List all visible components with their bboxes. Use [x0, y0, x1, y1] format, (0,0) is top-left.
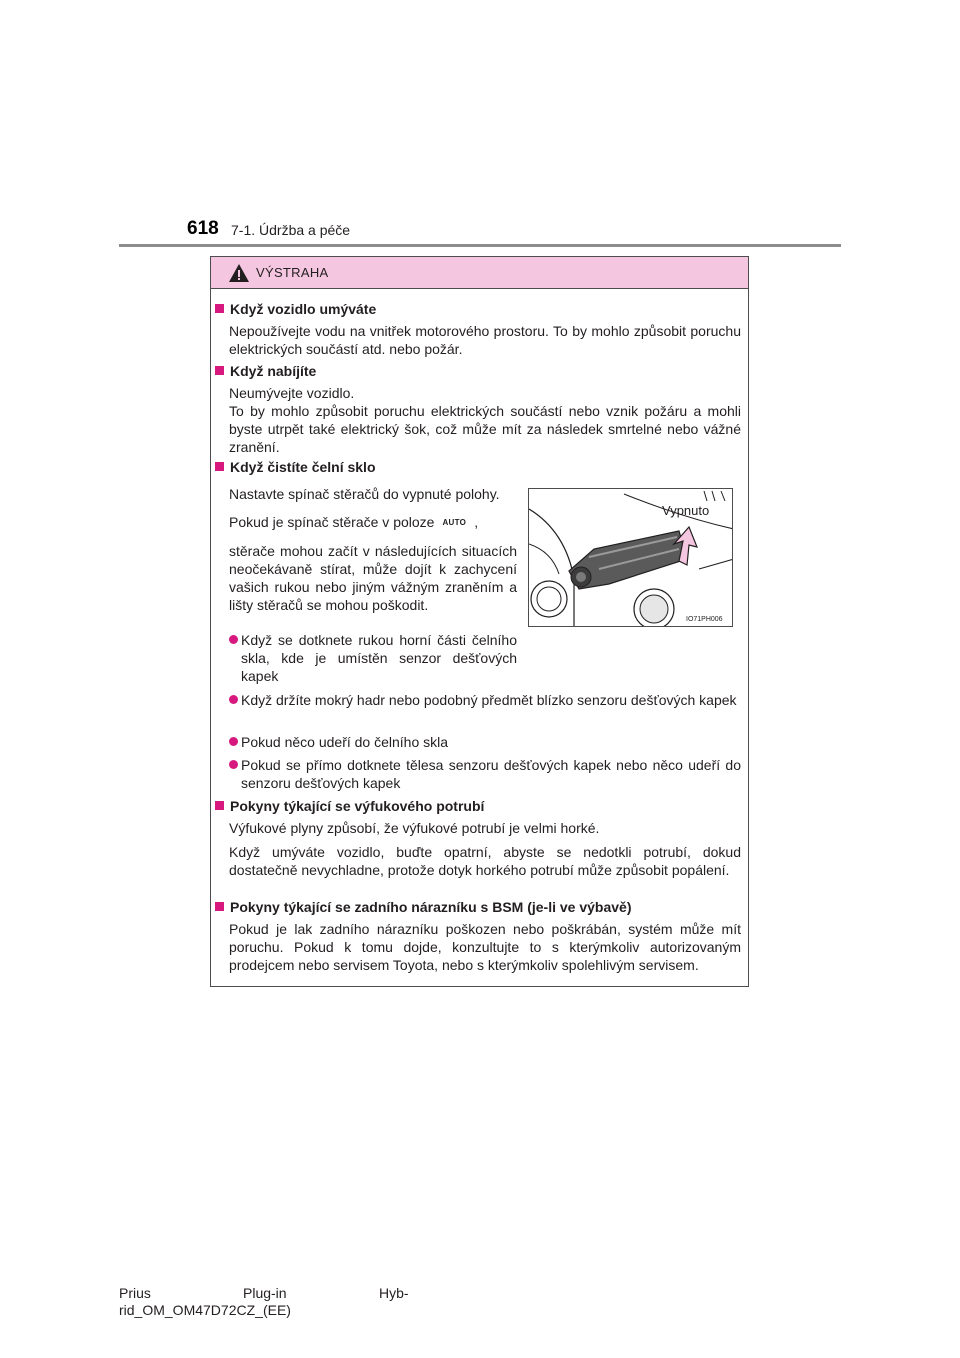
- list-item: Když se dotknete rukou horní části čelního skla, kde je umístěn senzor dešťových kapek: [229, 631, 517, 685]
- bullet-dot-icon: [229, 695, 238, 704]
- warning-header: [211, 257, 748, 289]
- square-bullet-icon: [215, 801, 224, 810]
- bullet-dot-icon: [229, 635, 238, 644]
- square-bullet-icon: [215, 902, 224, 911]
- charging-line1: Neumývejte vozidlo.: [229, 385, 355, 401]
- windshield-text1: Nastavte spínač stěračů do vypnuté polohy.: [229, 486, 500, 502]
- section-heading-exhaust: Pokyny týkající se výfukového potrubí: [215, 798, 484, 814]
- list-item: Když držíte mokrý hadr nebo podobný předmět blízko senzoru dešťových kapek: [229, 691, 741, 709]
- footer-variant: Plug-in: [243, 1285, 287, 1301]
- square-bullet-icon: [215, 366, 224, 375]
- exhaust-text2: Když umýváte vozidlo, buďte opatrní, abyste se nedotkli potrubí, dokud dostatečně nevychladne, protože dotyk horkého potrubí může způsobit popálení.: [229, 844, 741, 878]
- list-item: Pokud se přímo dotknete tělesa senzoru dešťových kapek nebo něco udeří do senzoru dešťových kapek: [229, 756, 741, 792]
- section-heading-washing: Když vozidlo umýváte: [215, 301, 376, 317]
- auto-symbol: AUTO: [442, 518, 467, 527]
- exhaust-text1: Výfukové plyny způsobí, že výfukové potrubí je velmi horké.: [229, 820, 600, 836]
- windshield-text3: stěrače mohou začít v následujících situacích neočekávaně stírat, může dojít k zachycení vašich rukou nebo jiným vážným zraněním a lišty stěračů se mohou poškodit.: [229, 543, 517, 613]
- page-number: 618: [187, 218, 219, 239]
- figure-code: IO71PH006: [686, 616, 723, 623]
- square-bullet-icon: [215, 304, 224, 313]
- section-heading-bumper: Pokyny týkající se zadního nárazníku s BSM (je-li ve výbavě): [215, 899, 631, 915]
- footer-doc-code: rid_OM_OM47D72CZ_(EE): [119, 1302, 291, 1318]
- bullet-dot-icon: [229, 737, 238, 746]
- square-bullet-icon: [215, 462, 224, 471]
- footer: [119, 1285, 439, 1319]
- section-title: 7-1. Údržba a péče: [231, 222, 351, 238]
- warning-title: VÝSTRAHA: [256, 265, 329, 280]
- bumper-text: Pokud je lak zadního nárazníku poškozen nebo poškrábán, systém může mít poruchu. Pokud k tomu dojde, konzultujte to s kterýmkoliv autorizovaným prodejcem nebo servisem Toyota, nebo s kterýmkoliv spolehlivým servisem.: [229, 921, 741, 973]
- warning-box: [210, 256, 749, 987]
- warning-triangle-icon: [228, 263, 250, 283]
- washing-text: Nepoužívejte vodu na vnitřek motorového prostoru. To by mohlo způsobit poruchu elektrických součástí atd. nebo požár.: [229, 323, 741, 357]
- header-divider: [119, 244, 841, 247]
- list-item: Pokud něco udeří do čelního skla: [229, 733, 741, 751]
- charging-text: To by mohlo způsobit poruchu elektrických součástí nebo vznik požáru a mohli byste utrpět také elektrický šok, což může mít za následek smrtelné nebo vážné zranění.: [229, 403, 741, 455]
- footer-model: Prius: [119, 1285, 151, 1301]
- wiper-switch-figure: [528, 488, 733, 627]
- bullet-dot-icon: [229, 760, 238, 769]
- windshield-text2: Pokud je spínač stěrače v poloze AUTO ,: [229, 514, 479, 530]
- footer-type: Hyb-: [379, 1285, 409, 1301]
- figure-label: Vypnuto: [662, 503, 710, 518]
- section-heading-windshield: Když čistíte čelní sklo: [215, 459, 376, 475]
- section-heading-charging: Když nabíjíte: [215, 363, 316, 379]
